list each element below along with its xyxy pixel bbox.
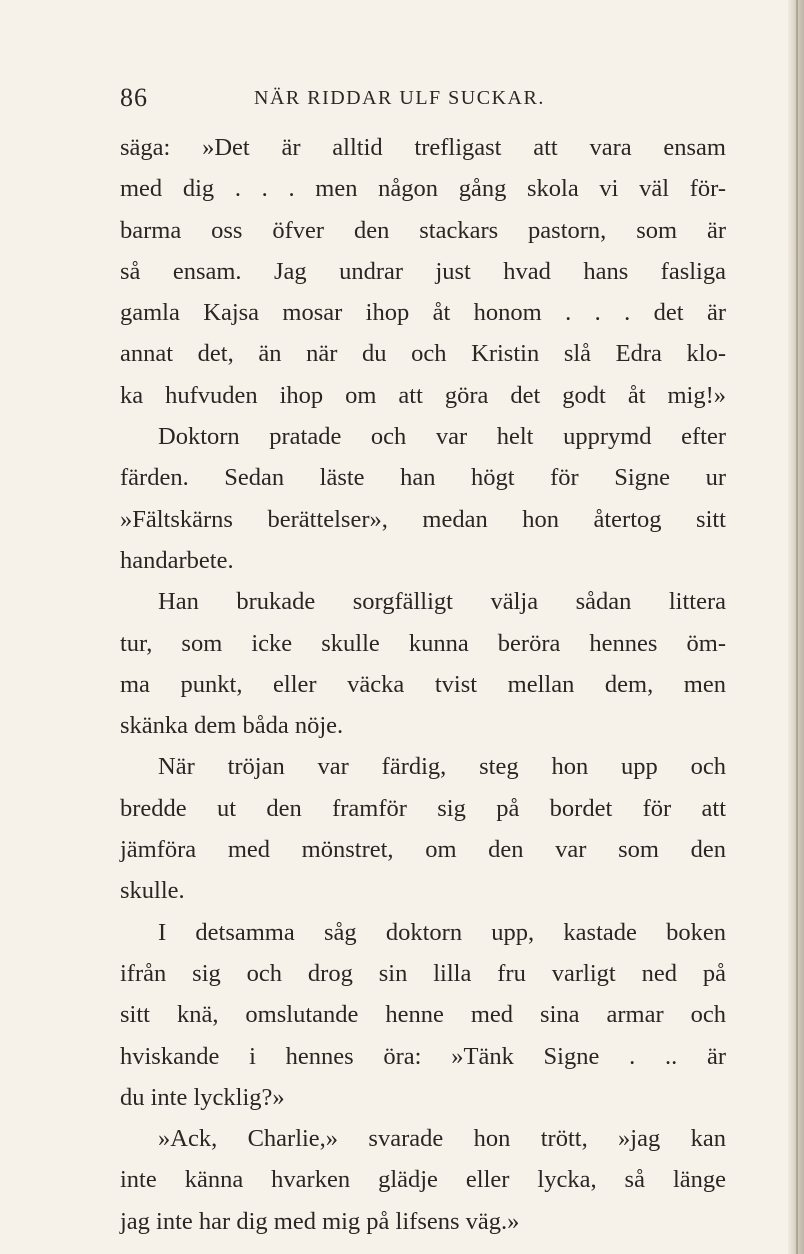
page-number: 86 (120, 83, 148, 112)
text-line: Doktorn pratade och var helt upprymd efter (158, 423, 726, 451)
text-line: du inte lycklig?» (120, 1083, 285, 1111)
text-line: ifrån sig och drog sin lilla fru varligt ned på (120, 959, 726, 987)
running-title: NÄR RIDDAR ULF SUCKAR. (254, 87, 545, 109)
text-line: gamla Kajsa mosar ihop åt honom . . . det är (120, 299, 726, 327)
text-line: ma punkt, eller väcka tvist mellan dem, men (120, 670, 726, 698)
text-line: färden. Sedan läste han högt för Signe ur (120, 464, 726, 492)
text-line: skulle. (120, 877, 185, 905)
text-line: säga: »Det är alltid trefligast att vara ensam (120, 134, 726, 161)
page-edge-shadow (796, 0, 798, 1254)
text-line: så ensam. Jag undrar just hvad hans fasliga (120, 257, 726, 285)
page-header (120, 80, 726, 116)
text-line: Han brukade sorgfälligt välja sådan littera (158, 588, 726, 616)
text-line: annat det, än när du och Kristin slå Edra klo- (120, 340, 726, 368)
text-line: jämföra med mönstret, om den var som den (120, 836, 726, 864)
text-line: tur, som icke skulle kunna beröra hennes öm- (120, 629, 726, 657)
text-line: barma oss öfver den stackars pastorn, som är (120, 216, 726, 244)
text-line: jag inte har dig med mig på lifsens väg.» (120, 1207, 520, 1235)
text-line: När tröjan var färdig, steg hon upp och (158, 753, 726, 781)
text-line: ka hufvuden ihop om att göra det godt åt mig!» (120, 381, 726, 409)
text-line: hviskande i hennes öra: »Tänk Signe . .. är (120, 1042, 726, 1070)
text-line: handarbete. (120, 546, 234, 574)
text-line: I detsamma såg doktorn upp, kastade boken (158, 918, 726, 946)
text-line: med dig . . . men någon gång skola vi väl för- (120, 175, 726, 203)
text-line: »Fältskärns berättelser», medan hon återtog sitt (120, 505, 726, 533)
text-line: »Ack, Charlie,» svarade hon trött, »jag kan (158, 1125, 726, 1153)
text-line: skänka dem båda nöje. (120, 712, 344, 740)
text-line: sitt knä, omslutande henne med sina armar och (120, 1001, 726, 1029)
text-line: inte känna hvarken glädje eller lycka, så länge (120, 1166, 726, 1194)
text-line: bredde ut den framför sig på bordet för att (120, 794, 726, 822)
body-text (120, 127, 726, 1242)
